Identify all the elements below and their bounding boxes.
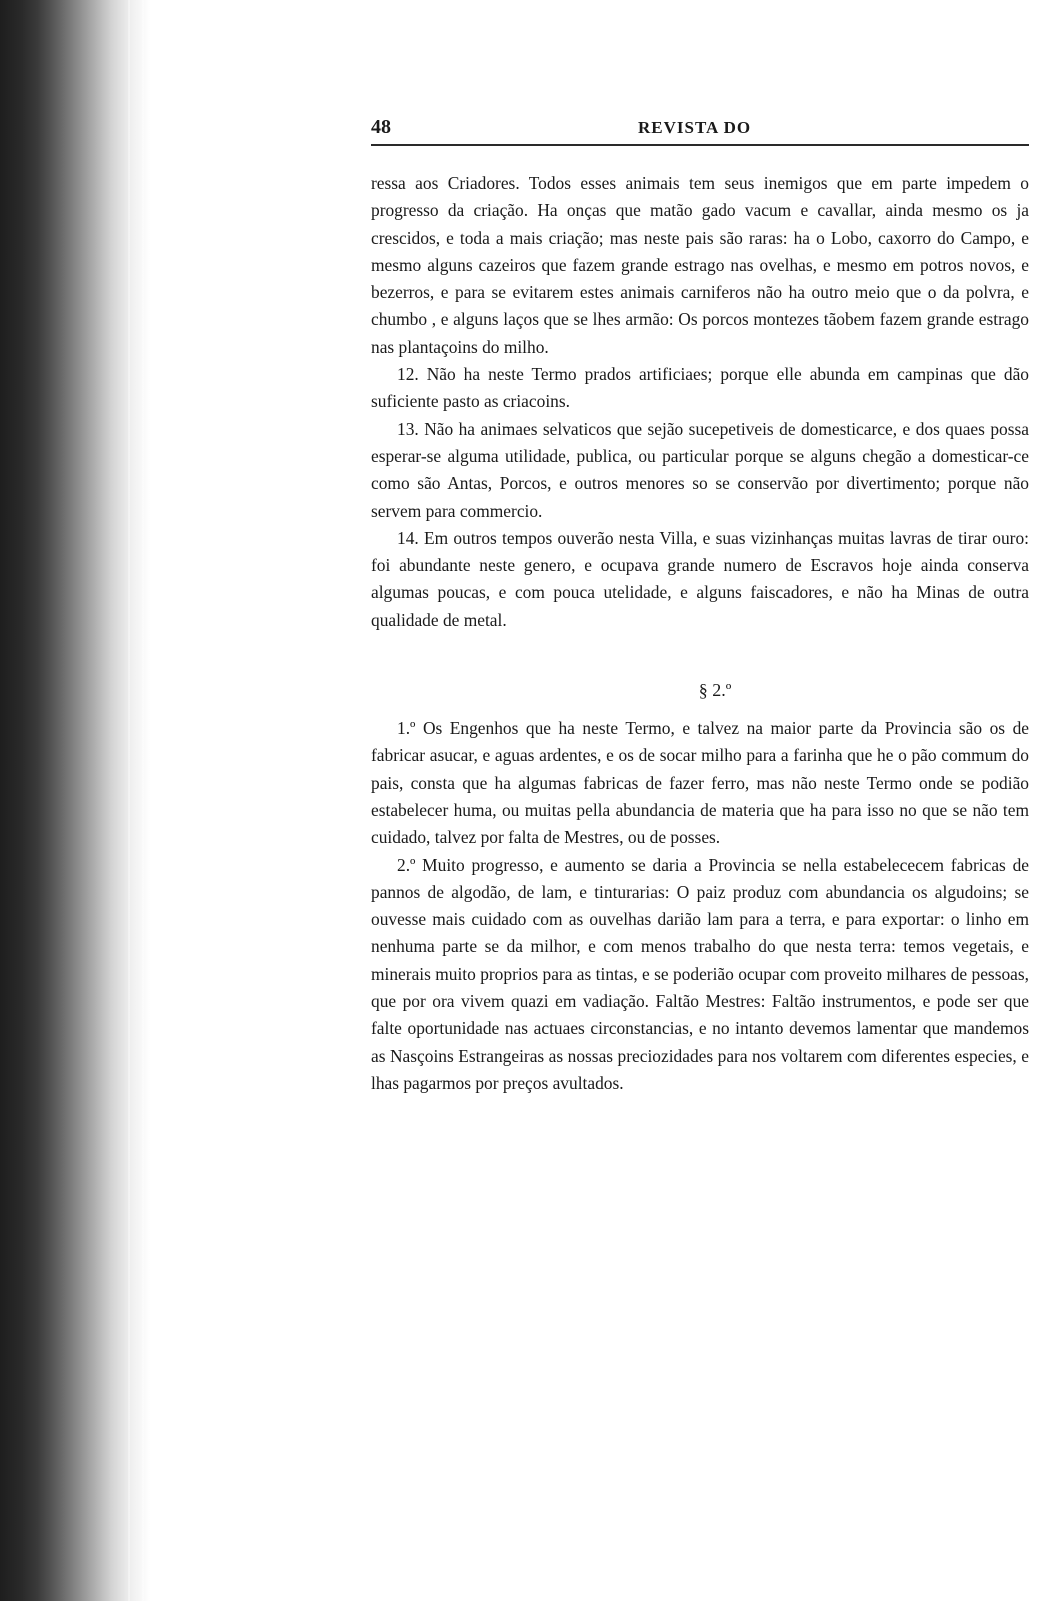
paragraph-item-2: 2.º Muito progresso, e aumento se daria a Provincia se nella estabelececem fabricas de pannos de algodão, de lam, e tinturarias: O paiz produz com abundancia os algudoins; se ouvesse mais cuidado com as ouvelhas darião lam para a terra, e para exportar: o linho em nenhuma parte se da milhor, e com menos trabalho do que nesta terra: temos vegetais, e minerais muito proprios para as tintas, e se poderião ocupar com proveito milhares de pessoas, que por ora vivem quazi em vadiação. Faltão Mestres: Faltão instrumentos, e pode ser que falte oportunidade nas actuaes circonstancias, e no intanto devemos lamentar que mandemos as Nasçoins Estrangeiras as nossas preciozidades para nos voltarem com diferentes especies, e lhas pagarmos por preços avultados. [371,854,1029,1093]
body-text [371,170,1029,1097]
paragraph-continuation: ressa aos Criadores. Todos esses animais tem seus inemigos que em parte impedem o progresso da criação. Ha onças que matão gado vacum e cavallar, ainda mesmo os ja crescidos, e toda a mais criação; mas neste pais são raras: ha o Lobo, caxorro do Campo, e mesmo alguns cazeiros que fazem grande estrago nas ovelhas, e mesmo em potros novos, e bezerros, e para se evitarem estes animais carniferos não ha outro meio que o da polvra, e chumbo , e alguns laços que se lhes armão: Os porcos montezes tãobem fazem grande estrago nas plantaçoins do milho. [371,173,1029,357]
paragraph-item-12: 12. Não ha neste Termo prados artificiaes; porque elle abunda em campinas que dão suficiente pasto as criacoins. [371,364,1029,412]
page-number: 48 [371,116,391,138]
section-heading: § 2.º [698,680,732,701]
document-page [371,110,1029,1097]
scan-streak [142,0,144,1601]
paragraph-item-13: 13. Não ha animaes selvaticos que sejão sucepetiveis de domesticarce, e dos quaes possa esperar-se alguma utilidade, publica, ou particular porque se alguns chegão a domesticar-ce como são Antas, Porcos, e outros menores so se conservão por divertimento; porque não servem para commercio. [371,418,1029,521]
running-head: REVISTA DO [638,118,752,137]
scan-shadow-edge [0,0,150,1601]
paragraph-item-14: 14. Em outros tempos ouverão nesta Villa, e suas vizinhanças muitas lavras de tirar ouro: foi abundante neste genero, e ocupava grande numero de Escravos hoje ainda conserva algumas poucas, e com pouca utelidade, e alguns faiscadores, e não ha Minas de outra qualidade de metal. [371,527,1029,630]
paragraph-item-1: 1.º Os Engenhos que ha neste Termo, e talvez na maior parte da Provincia são os de fabricar asucar, e aguas ardentes, e os de socar milho para a farinha que he o pão commum do pais, consta que ha algumas fabricas de fazer ferro, mas não neste Termo onde se podião estabelecer huma, ou muitas pella abundancia de materia que ha para isso no que se não tem cuidado, talvez por falta de Mestres, ou de posses. [371,718,1029,848]
scan-streak [128,0,130,1601]
page-header [371,110,1029,146]
